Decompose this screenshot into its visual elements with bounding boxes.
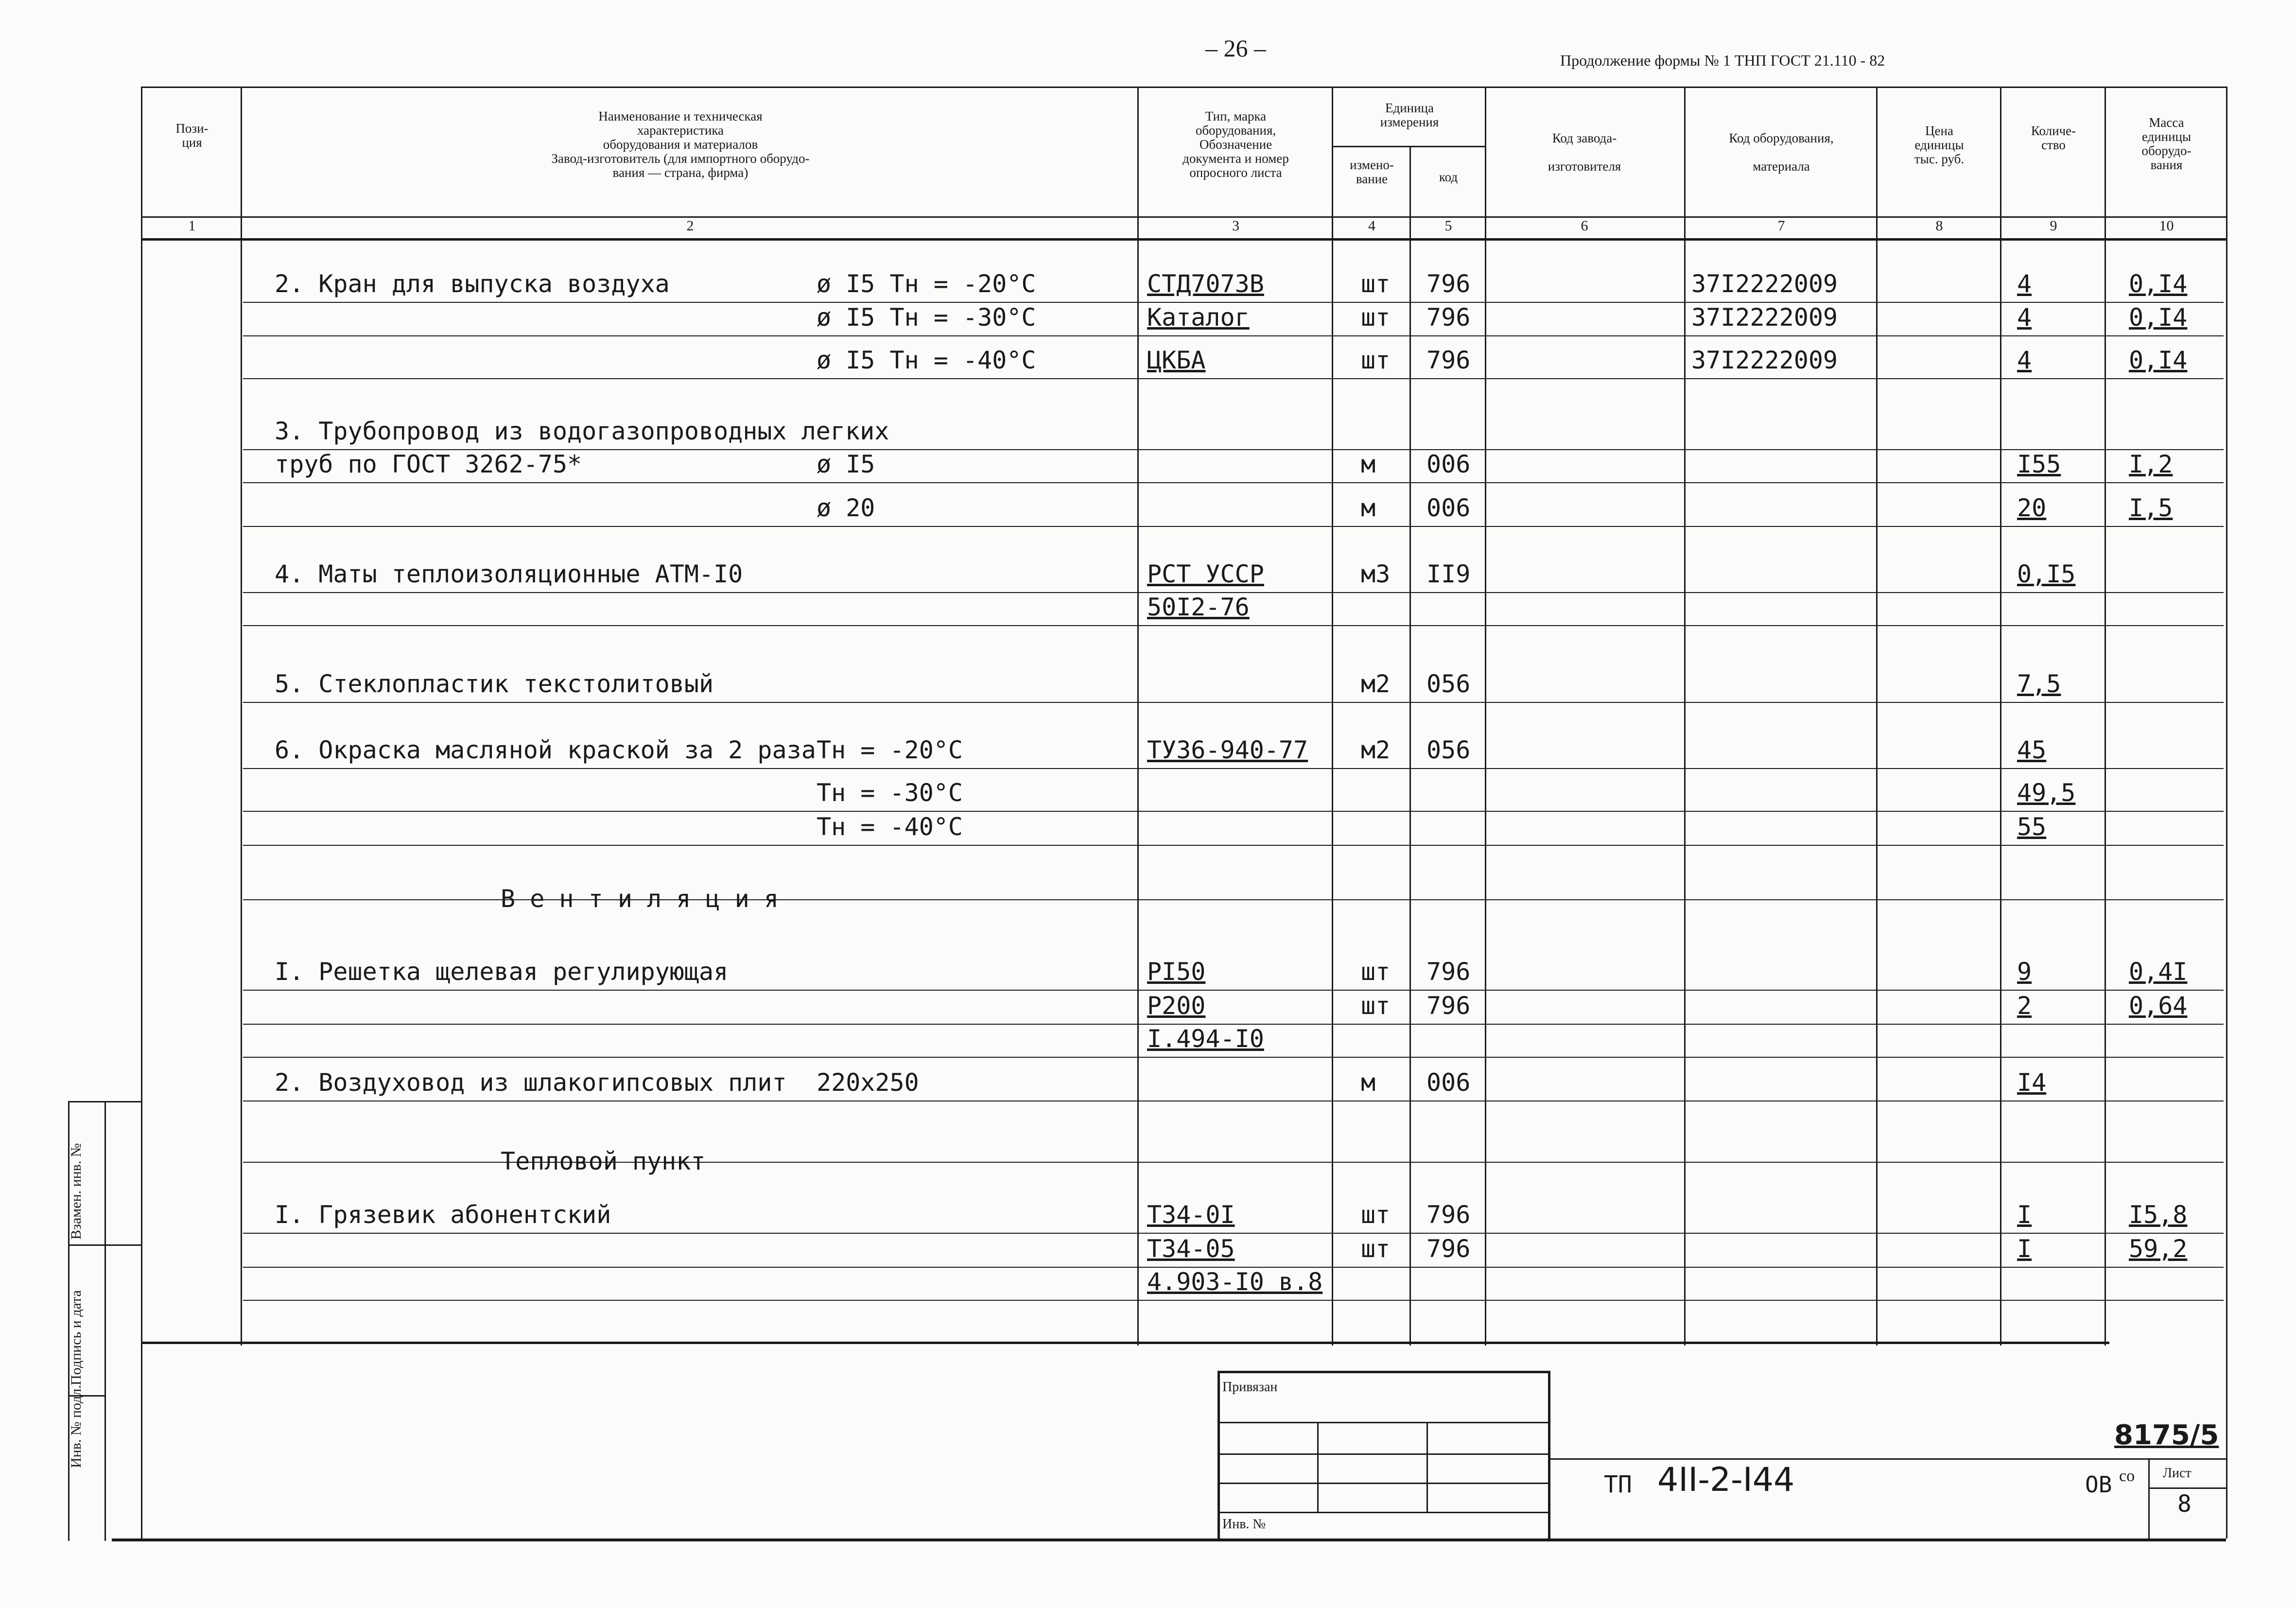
cell-type: РI50 (1147, 958, 1206, 986)
cell-qty: I (2017, 1235, 2032, 1263)
section-ventilation: В е н т и л я ц и я (501, 885, 779, 913)
cell-mass: 0,I4 (2129, 303, 2188, 332)
cell-type: Т34-05 (1147, 1235, 1235, 1263)
col-num-1: 1 (188, 218, 196, 234)
cell-mass: 0,I4 (2129, 346, 2188, 374)
cell-type: СТД7073В (1147, 270, 1264, 298)
cell-name: 3. Трубопровод из водогазопроводных легких (275, 417, 889, 445)
cell-code: 796 (1426, 1201, 1471, 1229)
side-label-sign: Подпись и дата (68, 1290, 84, 1385)
cell-unit: м2 (1361, 736, 1391, 764)
header-position: Пози- ция (175, 121, 209, 150)
header-quantity: Количе- ство (2031, 123, 2076, 152)
cell-name: I. Грязевик абонентский (275, 1201, 611, 1229)
cell-qty: 0,I5 (2017, 560, 2076, 588)
header-factory-code: Код завода- изготовителя (1548, 131, 1621, 174)
section-co: со (2119, 1467, 2135, 1485)
cell-mass: 0,I4 (2129, 270, 2188, 298)
cell-qty: 4 (2017, 270, 2032, 298)
cell-code: 796 (1426, 992, 1471, 1020)
col-num-7: 7 (1777, 218, 1785, 234)
col-num-2: 2 (686, 218, 694, 234)
cell-code: 796 (1426, 303, 1471, 332)
cell-name: 2. Воздуховод из шлакогипсовых плит (275, 1068, 787, 1097)
header-equipment-code: Код оборудования, материала (1729, 131, 1834, 174)
cell-unit: м2 (1361, 670, 1391, 698)
cell-mat: 37I2222009 (1691, 270, 1838, 298)
cell-name: 4. Маты теплоизоляционные АТМ-I0 (275, 560, 743, 588)
cell-code: 006 (1426, 494, 1471, 522)
cell-mass: I5,8 (2129, 1201, 2188, 1229)
cell-code: 796 (1426, 346, 1471, 374)
cell-spec: ø I5 (817, 450, 875, 478)
page-number: – 26 – (1205, 35, 1266, 62)
header-unit: Единица измерения (1380, 101, 1439, 129)
doc-code: 4II-2-I44 (1657, 1461, 1795, 1499)
cell-spec: 220х250 (817, 1068, 919, 1097)
col-num-6: 6 (1581, 218, 1588, 234)
doc-prefix: ТП (1604, 1471, 1632, 1498)
cell-code: 796 (1426, 270, 1471, 298)
cell-qty: 2 (2017, 992, 2032, 1020)
cell-spec: Тн = -30°С (817, 779, 963, 807)
stamp-bound-label: Привязан (1222, 1380, 1278, 1395)
cell-mat: 37I2222009 (1691, 346, 1838, 374)
col-num-5: 5 (1444, 218, 1452, 234)
cell-unit: шт (1361, 303, 1391, 332)
header-name: Наименование и техническая характеристика оборудования и материалов Завод-изготовитель (для импортного оборудо- вания — страна, фирма) (551, 109, 810, 180)
cell-spec: Тн = -40°С (817, 813, 963, 841)
cell-unit: м (1361, 450, 1376, 478)
cell-qty: 7,5 (2017, 670, 2061, 698)
header-price: Цена единицы тыс. руб. (1914, 123, 1965, 166)
header-mass: Масса единицы оборудо- вания (2141, 115, 2192, 172)
cell-qty: 55 (2017, 813, 2047, 841)
cell-unit: м3 (1361, 560, 1391, 588)
header-unit-name: изменo- вание (1350, 157, 1394, 186)
side-label-inv: Инв. № подл. (68, 1385, 84, 1468)
cell-code: 056 (1426, 670, 1471, 698)
header-unit-code: код (1439, 170, 1458, 184)
cell-unit: м (1361, 1068, 1376, 1097)
cell-type: 4.903-I0 в.8 (1147, 1268, 1323, 1296)
cell-qty: I55 (2017, 450, 2061, 478)
cell-type: Каталог (1147, 303, 1250, 332)
col-num-8: 8 (1935, 218, 1943, 234)
cell-spec: Тн = -20°С (817, 736, 963, 764)
header-type: Тип, марка оборудования, Обозначение документа и номер опросного листа (1183, 109, 1289, 180)
cell-qty: 4 (2017, 303, 2032, 332)
cell-mass: I,2 (2129, 450, 2173, 478)
cell-unit: шт (1361, 992, 1391, 1020)
cell-qty: 45 (2017, 736, 2047, 764)
cell-code: 056 (1426, 736, 1471, 764)
cell-type: ТУ36-940-77 (1147, 736, 1308, 764)
cell-code: 796 (1426, 1235, 1471, 1263)
cell-mat: 37I2222009 (1691, 303, 1838, 332)
cell-mass: I,5 (2129, 494, 2173, 522)
cell-code: 006 (1426, 450, 1471, 478)
archive-number: 8175/5 (2114, 1419, 2219, 1451)
sheet-label: Лист (2163, 1466, 2192, 1481)
col-num-9: 9 (2050, 218, 2057, 234)
cell-code: 796 (1426, 958, 1471, 986)
sheet-number: 8 (2177, 1490, 2192, 1518)
cell-type: ЦКБА (1147, 346, 1206, 374)
cell-unit: м (1361, 494, 1376, 522)
cell-qty: I (2017, 1201, 2032, 1229)
cell-qty: I4 (2017, 1068, 2047, 1097)
cell-spec: ø I5 Тн = -40°С (817, 346, 1036, 374)
cell-qty: 4 (2017, 346, 2032, 374)
cell-unit: шт (1361, 1235, 1391, 1263)
continuation-note: Продолжение формы № 1 ТНП ГОСТ 21.110 - 82 (1560, 52, 1885, 69)
section-ov: ОВ (2085, 1471, 2112, 1498)
section-heat-point: Тепловой пункт (501, 1147, 706, 1175)
cell-type: I.494-I0 (1147, 1025, 1264, 1053)
col-num-10: 10 (2159, 218, 2174, 234)
cell-type: Р200 (1147, 992, 1206, 1020)
cell-qty: 9 (2017, 958, 2032, 986)
col-num-4: 4 (1368, 218, 1375, 234)
stamp-inventory-label: Инв. № (1222, 1517, 1266, 1532)
cell-type: 50I2-76 (1147, 593, 1250, 621)
col-num-3: 3 (1232, 218, 1239, 234)
cell-code: II9 (1426, 560, 1471, 588)
cell-spec: ø 20 (817, 494, 875, 522)
cell-mass: 59,2 (2129, 1235, 2188, 1263)
cell-type: Т34-0I (1147, 1201, 1235, 1229)
cell-mass: 0,4I (2129, 958, 2188, 986)
cell-unit: шт (1361, 958, 1391, 986)
cell-spec: ø I5 Тн = -30°С (817, 303, 1036, 332)
cell-name: 5. Стеклопластик текстолитовый (275, 670, 714, 698)
cell-name: 6. Окраска масляной краской за 2 раза (275, 736, 816, 764)
cell-spec: ø I5 Тн = -20°С (817, 270, 1036, 298)
cell-qty: 49,5 (2017, 779, 2076, 807)
cell-code: 006 (1426, 1068, 1471, 1097)
cell-unit: шт (1361, 346, 1391, 374)
side-label-replace: Взамен. инв. № (68, 1143, 84, 1240)
cell-name: труб по ГОСТ 3262-75* (275, 450, 582, 478)
cell-mass: 0,64 (2129, 992, 2188, 1020)
cell-unit: шт (1361, 1201, 1391, 1229)
cell-qty: 20 (2017, 494, 2047, 522)
cell-type: РСТ УССР (1147, 560, 1264, 588)
cell-name: I. Решетка щелевая регулирующая (275, 958, 729, 986)
cell-unit: шт (1361, 270, 1391, 298)
cell-name: 2. Кран для выпуска воздуха (275, 270, 670, 298)
